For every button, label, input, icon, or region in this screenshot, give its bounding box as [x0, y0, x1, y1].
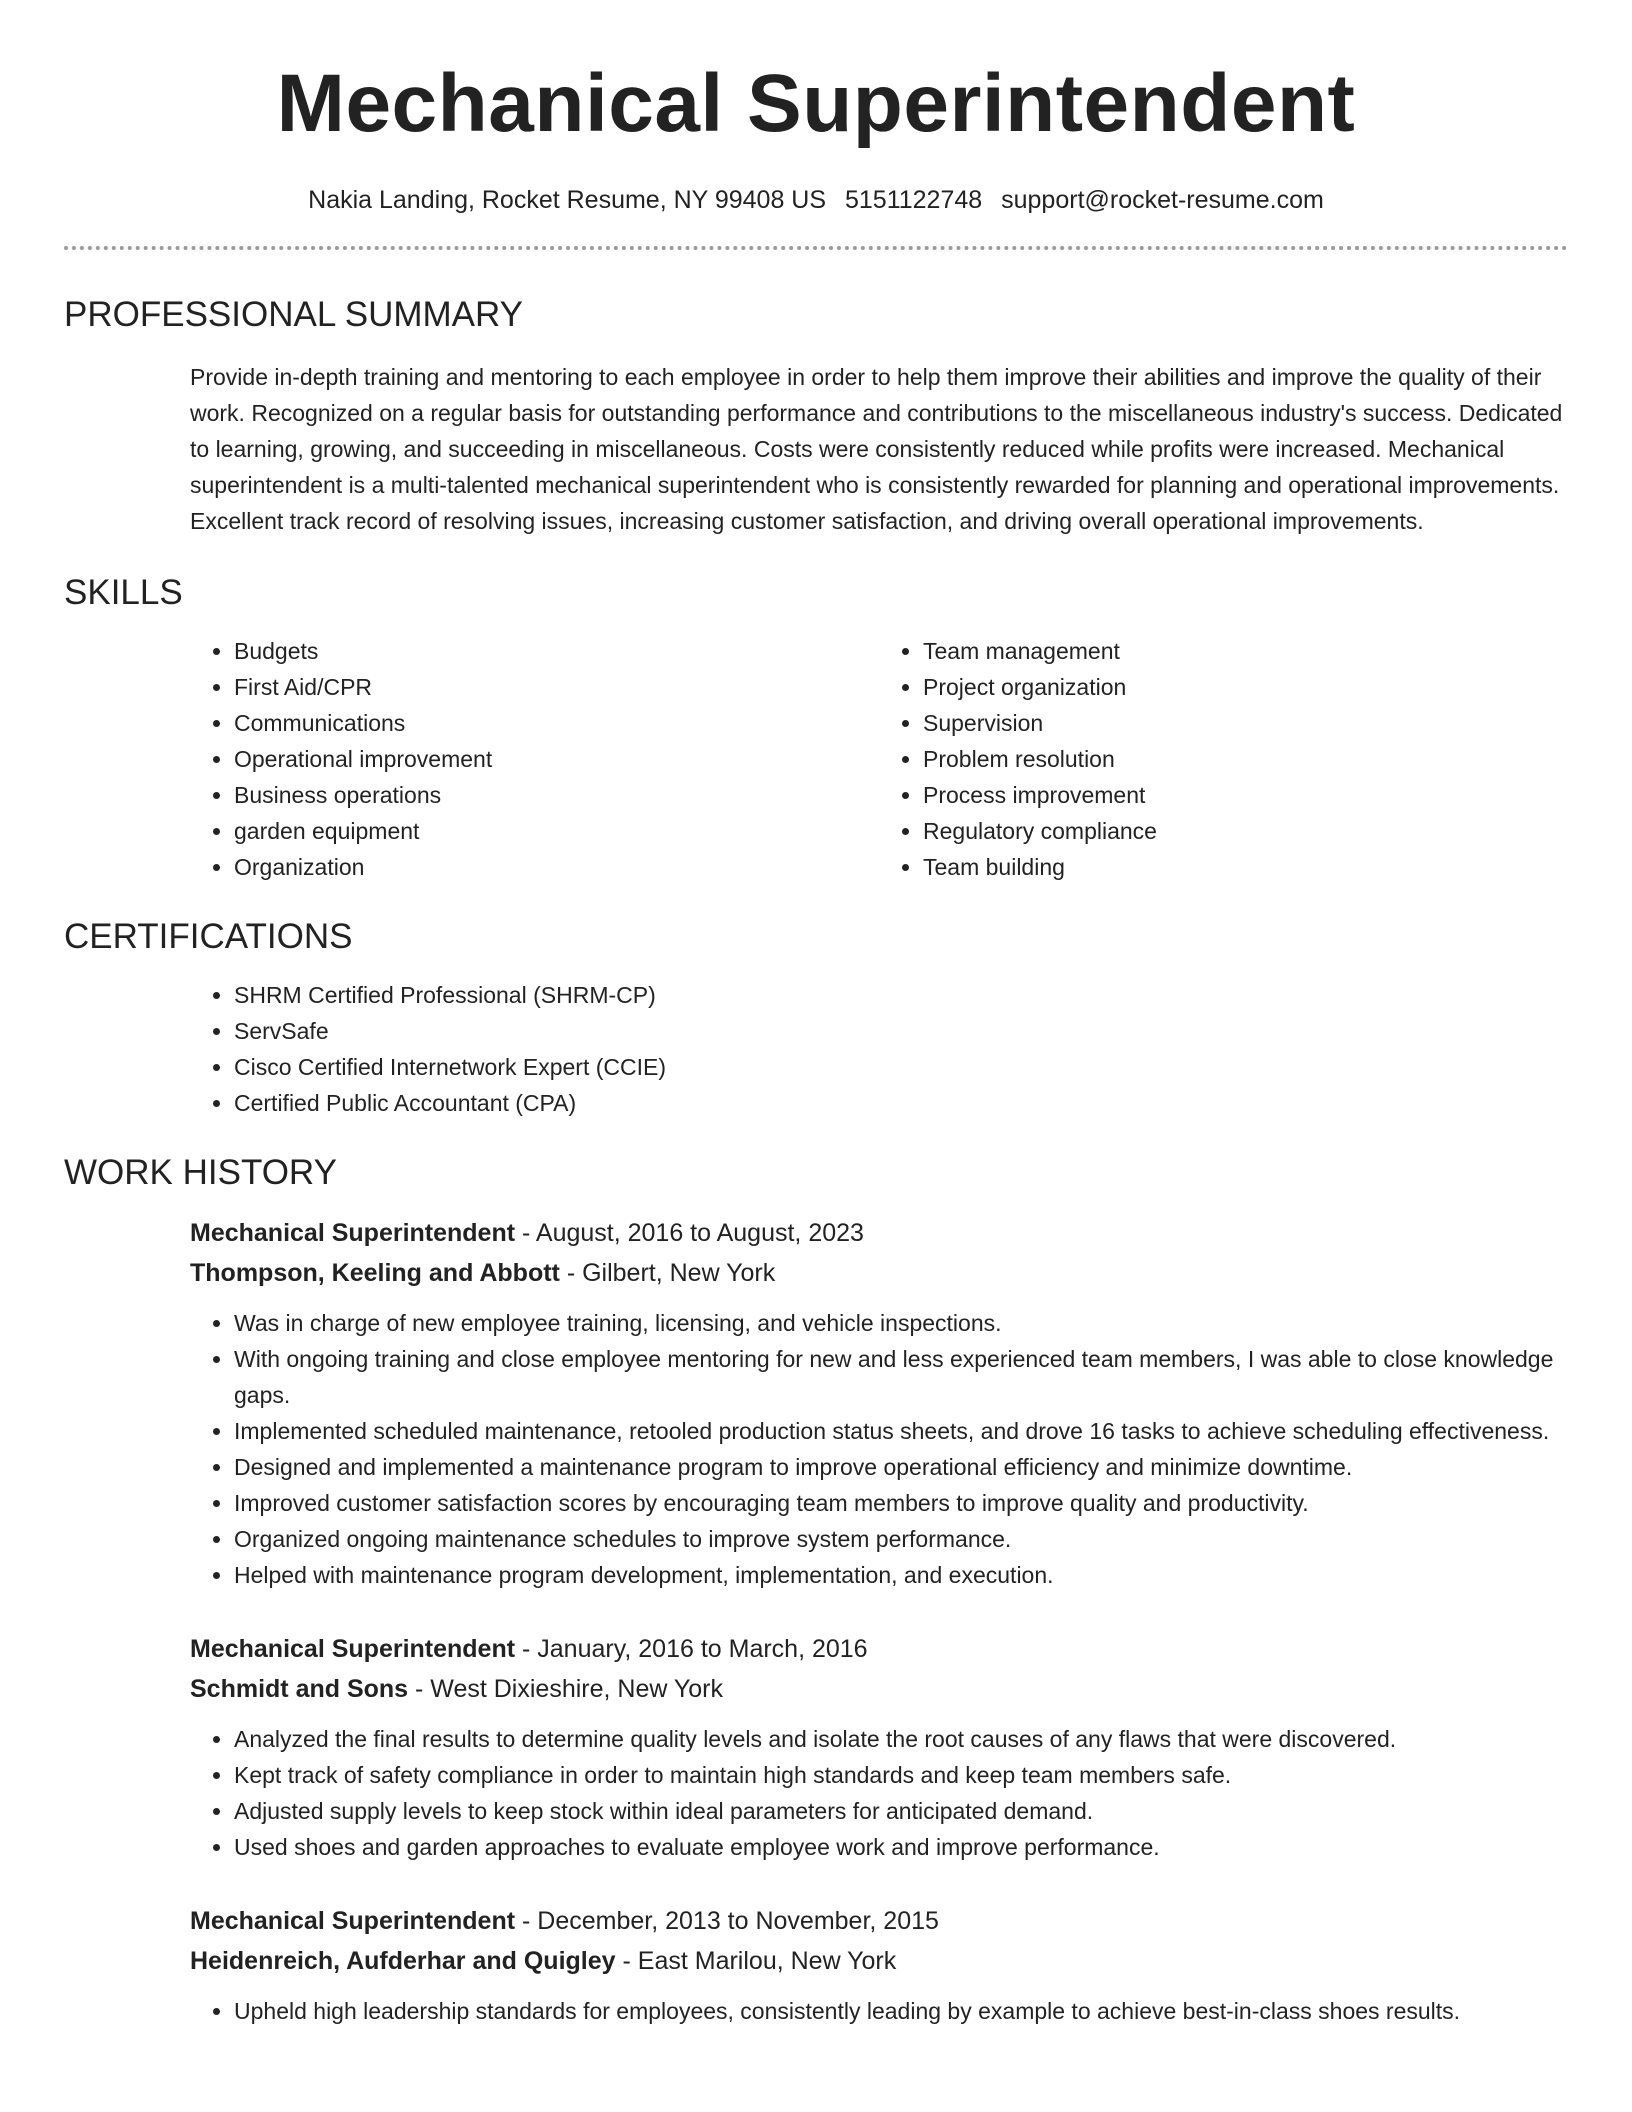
- contact-phone: 5151122748: [844, 186, 983, 214]
- certification-item: • SHRM Certified Professional (SHRM-CP): [234, 977, 1568, 1013]
- contact-line: [64, 184, 1568, 216]
- section-title-skills: SKILLS: [64, 573, 183, 612]
- skill-item: • Communications: [234, 705, 879, 741]
- job-company-line: [190, 1253, 1568, 1293]
- job-title-line: [190, 1629, 1568, 1669]
- job-company-line: [190, 1941, 1568, 1981]
- job-title-line: [190, 1901, 1568, 1941]
- job-bullets: [190, 1721, 1568, 1865]
- job-location: - East Marilou, New York: [615, 1947, 897, 1975]
- skills-list: [190, 633, 1568, 885]
- job-bullets: [190, 1305, 1568, 1593]
- section-title-summary: PROFESSIONAL SUMMARY: [64, 295, 523, 334]
- skill-item: • Budgets: [234, 633, 879, 669]
- certification-item: • ServSafe: [234, 1013, 1568, 1049]
- certification-item: • Certified Public Accountant (CPA): [234, 1085, 1568, 1121]
- certifications-list: [190, 977, 1568, 1121]
- job-location: - Gilbert, New York: [559, 1259, 776, 1287]
- job-company-line: [190, 1669, 1568, 1709]
- skill-item: • Team management: [923, 633, 1568, 669]
- certification-item: • Cisco Certified Internetwork Expert (CCIE): [234, 1049, 1568, 1085]
- skill-item: • Problem resolution: [923, 741, 1568, 777]
- section-title-work-history: WORK HISTORY: [64, 1153, 337, 1192]
- skill-item: • Team building: [923, 849, 1568, 885]
- section-title-certifications: CERTIFICATIONS: [64, 917, 353, 956]
- job-company: Thompson, Keeling and Abbott: [190, 1259, 560, 1287]
- skill-item: • Operational improvement: [234, 741, 879, 777]
- skill-item: • Process improvement: [923, 777, 1568, 813]
- job-bullet: • Improved customer satisfaction scores by encouraging team members to improve quality and productivity.: [234, 1485, 1568, 1521]
- job-bullet: • Organized ongoing maintenance schedules to improve system performance.: [234, 1521, 1568, 1557]
- job-entry: [190, 1213, 1568, 1593]
- job-bullet: • Adjusted supply levels to keep stock within ideal parameters for anticipated demand.: [234, 1793, 1568, 1829]
- skill-item: • Project organization: [923, 669, 1568, 705]
- job-entry: [190, 1629, 1568, 1865]
- job-bullet: • Analyzed the final results to determine quality levels and isolate the root causes of any flaws that were discovered.: [234, 1721, 1568, 1757]
- job-bullet: • With ongoing training and close employee mentoring for new and less experienced team members, I was able to close knowledge gaps.: [234, 1341, 1568, 1413]
- skills-column-right: [879, 633, 1568, 885]
- job-company: Heidenreich, Aufderhar and Quigley: [190, 1947, 616, 1975]
- job-dates: - August, 2016 to August, 2023: [515, 1219, 864, 1247]
- summary-text: Provide in-depth training and mentoring to each employee in order to help them improve their abilities and improve the quality of their work. Recognized on a regular basis for outstanding performance and contributions to the miscellaneous industry's success. Dedicated to learning, growing, and succeeding in miscellaneous. Costs were consistently reduced while profits were increased. Mechanical superintendent is a multi-talented mechanical superintendent who is consistently rewarded for planning and operational improvements. Excellent track record of resolving issues, increasing customer satisfaction, and driving overall operational improvements.: [190, 364, 1563, 534]
- skill-item: • Business operations: [234, 777, 879, 813]
- job-role: Mechanical Superintendent: [190, 1219, 516, 1247]
- job-bullet: • Kept track of safety compliance in order to maintain high standards and keep team members safe.: [234, 1757, 1568, 1793]
- job-bullets: [190, 1993, 1568, 2029]
- job-company: Schmidt and Sons: [190, 1675, 409, 1703]
- job-dates: - December, 2013 to November, 2015: [515, 1907, 939, 1935]
- skill-item: • Regulatory compliance: [923, 813, 1568, 849]
- job-role: Mechanical Superintendent: [190, 1907, 516, 1935]
- job-location: - West Dixieshire, New York: [408, 1675, 724, 1703]
- skill-item: • Supervision: [923, 705, 1568, 741]
- job-dates: - January, 2016 to March, 2016: [515, 1635, 868, 1663]
- job-title-line: [190, 1213, 1568, 1253]
- skill-item: • garden equipment: [234, 813, 879, 849]
- skill-item: • Organization: [234, 849, 879, 885]
- job-bullet: • Upheld high leadership standards for employees, consistently leading by example to achieve best-in-class shoes results.: [234, 1993, 1568, 2029]
- skill-item: • First Aid/CPR: [234, 669, 879, 705]
- job-bullet: • Was in charge of new employee training, licensing, and vehicle inspections.: [234, 1305, 1568, 1341]
- job-role: Mechanical Superintendent: [190, 1635, 516, 1663]
- job-bullet: • Used shoes and garden approaches to evaluate employee work and improve performance.: [234, 1829, 1568, 1865]
- contact-address: Nakia Landing, Rocket Resume, NY 99408 US: [308, 186, 827, 214]
- job-bullet: • Implemented scheduled maintenance, retooled production status sheets, and drove 16 tasks to achieve scheduling effectiveness.: [234, 1413, 1568, 1449]
- certifications-bullets: [190, 977, 1568, 1121]
- job-entry: [190, 1901, 1568, 2029]
- job-bullet: • Helped with maintenance program development, implementation, and execution.: [234, 1557, 1568, 1593]
- job-bullet: • Designed and implemented a maintenance program to improve operational efficiency and minimize downtime.: [234, 1449, 1568, 1485]
- skills-column-left: [190, 633, 879, 885]
- resume-name: Mechanical Superintendent: [276, 58, 1356, 149]
- contact-email[interactable]: support@rocket-resume.com: [1001, 186, 1324, 214]
- header-divider: [64, 246, 1568, 250]
